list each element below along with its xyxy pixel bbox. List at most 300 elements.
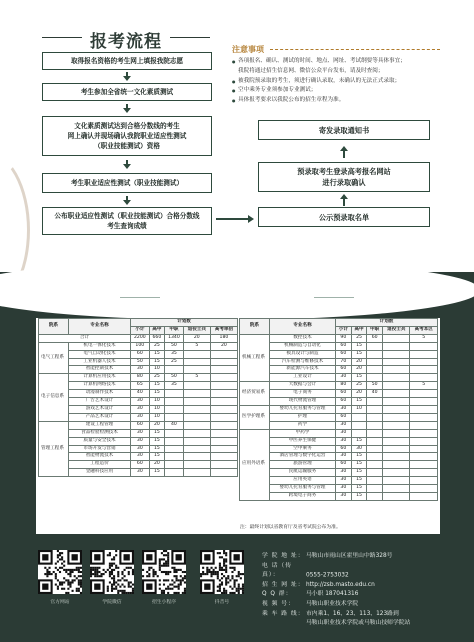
value-cell: 15 bbox=[351, 398, 367, 406]
value-cell bbox=[183, 437, 210, 445]
major-cell: 游戏艺术设计 bbox=[69, 405, 131, 413]
value-cell bbox=[383, 390, 410, 398]
value-cell bbox=[210, 453, 237, 461]
table-row bbox=[39, 382, 238, 390]
value-cell: 15 bbox=[351, 437, 367, 445]
value-cell: 15 bbox=[351, 350, 367, 358]
total-cell: 180 bbox=[210, 334, 237, 342]
right-step-publish bbox=[258, 207, 430, 227]
flow-step-5-line1: 公布职业适应性测试（职业技能测试）合格分数线 bbox=[54, 212, 200, 220]
arrow-down-icon bbox=[122, 160, 132, 169]
value-cell bbox=[367, 413, 383, 421]
value-cell bbox=[367, 342, 383, 350]
value-cell bbox=[383, 429, 410, 437]
value-cell bbox=[383, 366, 410, 374]
value-cell bbox=[383, 453, 410, 461]
value-cell: 60 bbox=[336, 350, 352, 358]
value-cell bbox=[383, 358, 410, 366]
value-cell bbox=[351, 421, 367, 429]
col-header: 专业名称 bbox=[69, 319, 131, 335]
value-cell bbox=[210, 390, 237, 398]
total-cell: 1340 bbox=[165, 334, 184, 342]
major-cell: 旅游管理 bbox=[270, 461, 336, 469]
value-cell bbox=[367, 429, 383, 437]
table-row bbox=[240, 413, 438, 421]
total-label: 合计 bbox=[39, 334, 131, 342]
note-item: ● 被我院预录取的考生，须进行确认录取，未确认的无法正式录取； bbox=[232, 77, 457, 87]
value-cell: 30 bbox=[336, 485, 352, 493]
value-cell: 60 bbox=[336, 390, 352, 398]
flow-step-2-text: 考生参加全省统一文化素质测试 bbox=[80, 88, 174, 96]
table-row bbox=[240, 398, 438, 406]
table-row bbox=[39, 421, 238, 429]
arrow-down-icon bbox=[122, 196, 132, 205]
value-cell: 15 bbox=[149, 382, 164, 390]
major-cell: 计算机应用技术 bbox=[69, 374, 131, 382]
value-cell bbox=[183, 398, 210, 406]
value-cell: 15 bbox=[149, 350, 164, 358]
major-cell: 工业机器人技术 bbox=[69, 358, 131, 366]
table-row bbox=[240, 469, 438, 477]
value-cell bbox=[367, 421, 383, 429]
bus-value: 市内乘1、16、23、113、123路到 bbox=[306, 610, 399, 617]
value-cell bbox=[410, 453, 438, 461]
major-cell: 产品艺术设计 bbox=[69, 413, 131, 421]
value-cell bbox=[165, 453, 184, 461]
value-cell: 30 bbox=[336, 421, 352, 429]
value-cell: 30 bbox=[131, 413, 150, 421]
value-cell bbox=[410, 390, 438, 398]
value-cell: 30 bbox=[131, 405, 150, 413]
col-header: 中职 bbox=[367, 326, 383, 334]
value-cell: 60 bbox=[336, 366, 352, 374]
value-cell bbox=[383, 421, 410, 429]
value-cell: 30 bbox=[131, 445, 150, 453]
note-item: ● 各项报名、确认、测试的时间、地点、网址、考试纲要等具体事宜； bbox=[232, 57, 457, 67]
value-cell bbox=[383, 413, 410, 421]
qr-code-website[interactable] bbox=[38, 550, 82, 594]
value-cell bbox=[165, 405, 184, 413]
flow-step-5-line2: 考生查询成绩 bbox=[107, 222, 147, 230]
plan-table-right bbox=[239, 318, 438, 501]
major-cell: 广告艺术设计 bbox=[69, 398, 131, 406]
table-row bbox=[240, 453, 438, 461]
table-row bbox=[39, 437, 238, 445]
value-cell bbox=[410, 492, 438, 500]
table-row bbox=[39, 461, 238, 469]
flow-step-2 bbox=[42, 83, 212, 101]
major-cell: 跨境电子商务 bbox=[270, 492, 336, 500]
plan-footnote: 注：最终计划以省教育厅及省考试院公布为准。 bbox=[240, 525, 341, 530]
value-cell bbox=[351, 413, 367, 421]
arrow-down-icon bbox=[122, 104, 132, 113]
value-cell bbox=[183, 453, 210, 461]
table-row bbox=[39, 366, 238, 374]
value-cell: 30 bbox=[336, 469, 352, 477]
table-row bbox=[39, 390, 238, 398]
value-cell: 15 bbox=[149, 453, 164, 461]
value-cell: 50 bbox=[165, 342, 184, 350]
value-cell bbox=[210, 445, 237, 453]
major-cell: 机械制造与自动化 bbox=[270, 342, 336, 350]
value-cell bbox=[165, 390, 184, 398]
video-row bbox=[262, 600, 467, 610]
table-row bbox=[39, 374, 238, 382]
phone-label: 电 话（传真）： bbox=[262, 562, 293, 579]
value-cell: 35 bbox=[165, 382, 184, 390]
table-row bbox=[240, 390, 438, 398]
value-cell bbox=[367, 445, 383, 453]
major-cell: 中医养生保健 bbox=[270, 437, 336, 445]
major-cell: 药学 bbox=[270, 421, 336, 429]
value-cell: 40 bbox=[165, 421, 184, 429]
value-cell bbox=[183, 413, 210, 421]
dept-cell: 机械工程系 bbox=[240, 334, 270, 381]
major-cell: 动漫制作技术 bbox=[69, 390, 131, 398]
value-cell bbox=[367, 374, 383, 382]
major-cell: 酒店管理与数字化运营 bbox=[270, 453, 336, 461]
value-cell bbox=[165, 437, 184, 445]
value-cell bbox=[367, 453, 383, 461]
value-cell: 30 bbox=[131, 398, 150, 406]
bus-row-2: 马鞍山职业技术学院或马鞍山技师学院站 bbox=[306, 620, 411, 627]
major-cell: 建设工程管理 bbox=[69, 421, 131, 429]
value-cell bbox=[210, 366, 237, 374]
site-row bbox=[262, 581, 467, 591]
value-cell bbox=[383, 334, 410, 342]
value-cell bbox=[183, 350, 210, 358]
site-link[interactable]: http://zsb.masto.edu.cn bbox=[306, 581, 375, 588]
value-cell: 5 bbox=[410, 382, 438, 390]
value-cell bbox=[410, 398, 438, 406]
note-item: ● 空中乘务专业须参加专业测试； bbox=[232, 86, 457, 96]
qr-caption: 学院微信 bbox=[102, 600, 122, 605]
table-row bbox=[240, 334, 438, 342]
major-cell: 市场开发与营销 bbox=[69, 445, 131, 453]
col-header: 小计 bbox=[131, 326, 150, 334]
value-cell: 10 bbox=[149, 366, 164, 374]
value-cell: 15 bbox=[351, 485, 367, 493]
qr-caption: 招生小程序 bbox=[152, 600, 176, 605]
value-cell: 15 bbox=[351, 477, 367, 485]
col-header: 院系 bbox=[240, 319, 270, 335]
value-cell: 25 bbox=[165, 358, 184, 366]
value-cell bbox=[367, 437, 383, 445]
major-cell: 数控技术 bbox=[270, 334, 336, 342]
qr-caption: 官方网站 bbox=[50, 600, 70, 605]
value-cell: 20 bbox=[149, 421, 164, 429]
value-cell bbox=[210, 469, 237, 477]
qr-caption: 抖音号 bbox=[214, 600, 230, 605]
value-cell: 30 bbox=[131, 429, 150, 437]
qq-label: Q Q 群： bbox=[262, 591, 293, 598]
value-cell bbox=[165, 413, 184, 421]
bus-row bbox=[262, 610, 467, 620]
dept-cell: 医学护理系 bbox=[240, 405, 270, 429]
value-cell: 15 bbox=[149, 445, 164, 453]
value-cell: 30 bbox=[336, 437, 352, 445]
value-cell bbox=[383, 492, 410, 500]
value-cell bbox=[410, 477, 438, 485]
bus-label: 乘 车 路 线： bbox=[262, 610, 305, 617]
value-cell bbox=[183, 469, 210, 477]
major-cell: 金融科技应用 bbox=[69, 469, 131, 477]
value-cell bbox=[210, 350, 237, 358]
value-cell: 15 bbox=[149, 390, 164, 398]
value-cell: 40 bbox=[131, 390, 150, 398]
value-cell: 60 bbox=[131, 350, 150, 358]
major-cell: 工程造价 bbox=[69, 461, 131, 469]
col-header: 计划数 bbox=[131, 319, 238, 327]
value-cell: 60 bbox=[336, 413, 352, 421]
value-cell bbox=[165, 461, 184, 469]
value-cell bbox=[165, 429, 184, 437]
value-cell: 10 bbox=[149, 413, 164, 421]
qr-icon bbox=[38, 550, 82, 594]
table-row bbox=[240, 477, 438, 485]
major-cell: 质量与安全技术 bbox=[69, 437, 131, 445]
total-cell: 2200 bbox=[131, 334, 150, 342]
table-row bbox=[39, 453, 238, 461]
value-cell bbox=[383, 477, 410, 485]
value-cell: 30 bbox=[336, 429, 352, 437]
table-row bbox=[240, 421, 438, 429]
dept-cell: 管理工程系 bbox=[39, 421, 69, 476]
table-row bbox=[240, 485, 438, 493]
flow-step-3 bbox=[42, 116, 212, 156]
table-row bbox=[39, 350, 238, 358]
value-cell bbox=[210, 398, 237, 406]
value-cell bbox=[183, 445, 210, 453]
major-cell: 智能物流技术 bbox=[69, 453, 131, 461]
value-cell: 15 bbox=[351, 492, 367, 500]
value-cell: 65 bbox=[131, 382, 150, 390]
value-cell: 5 bbox=[183, 374, 210, 382]
value-cell: 30 bbox=[336, 405, 352, 413]
major-cell: 现代物流管理 bbox=[270, 398, 336, 406]
dept-cell: 电气工程系 bbox=[39, 342, 69, 374]
value-cell: 30 bbox=[131, 469, 150, 477]
major-cell: 汽车检测与维修技术 bbox=[270, 358, 336, 366]
table-row bbox=[240, 366, 438, 374]
qr-code-douyin[interactable] bbox=[200, 550, 244, 594]
value-cell bbox=[165, 445, 184, 453]
total-row bbox=[39, 334, 238, 342]
value-cell bbox=[410, 374, 438, 382]
value-cell: 20 bbox=[149, 461, 164, 469]
video-value: 马鞍山职业技术学院 bbox=[306, 600, 359, 607]
arrow-up-icon bbox=[339, 194, 349, 206]
value-cell bbox=[210, 429, 237, 437]
major-cell: 模具设计与制造 bbox=[270, 350, 336, 358]
flow-step-3-line1: 文化素质测试达到合格分数线的考生 bbox=[74, 122, 180, 130]
value-cell bbox=[383, 350, 410, 358]
value-cell bbox=[183, 390, 210, 398]
major-cell: 婴幼儿托育服务与管理 bbox=[270, 405, 336, 413]
value-cell bbox=[410, 405, 438, 413]
value-cell bbox=[367, 469, 383, 477]
table-row bbox=[39, 413, 238, 421]
right-step-confirm-line2: 进行录取确认 bbox=[322, 178, 366, 187]
notes-title: 注意事项 bbox=[232, 45, 264, 54]
table-row bbox=[240, 342, 438, 350]
major-cell: 民航运输服务 bbox=[270, 469, 336, 477]
table-row bbox=[240, 461, 438, 469]
major-cell: 工业设计 bbox=[270, 374, 336, 382]
phone-row bbox=[262, 562, 467, 581]
value-cell: 60 bbox=[131, 421, 150, 429]
major-cell: 应用英语 bbox=[270, 477, 336, 485]
value-cell: 25 bbox=[149, 342, 164, 350]
table-row bbox=[240, 358, 438, 366]
major-cell: 护理 bbox=[270, 413, 336, 421]
value-cell: 60 bbox=[367, 334, 383, 342]
value-cell bbox=[183, 421, 210, 429]
major-cell: 空中乘务 bbox=[270, 445, 336, 453]
qq-value: 马小职 187041316 bbox=[306, 591, 359, 598]
value-cell bbox=[383, 398, 410, 406]
col-header: 中职 bbox=[165, 326, 184, 334]
flow-step-1-text: 取得报名资格的考生网上填报我院志愿 bbox=[70, 57, 184, 65]
col-header: 退役士兵 bbox=[383, 326, 410, 334]
value-cell: 30 bbox=[131, 437, 150, 445]
value-cell: 80 bbox=[131, 374, 150, 382]
plan-title: 招生专业计划 bbox=[182, 291, 291, 310]
col-header: 计划数 bbox=[336, 319, 438, 327]
value-cell bbox=[367, 477, 383, 485]
col-header: 退役士兵 bbox=[183, 326, 210, 334]
value-cell bbox=[210, 358, 237, 366]
value-cell bbox=[410, 437, 438, 445]
value-cell bbox=[410, 358, 438, 366]
value-cell bbox=[183, 382, 210, 390]
value-cell bbox=[210, 421, 237, 429]
major-cell: 婴幼儿托育服务与管理 bbox=[270, 485, 336, 493]
notes-list bbox=[232, 57, 457, 106]
flow-step-4 bbox=[42, 173, 212, 193]
arrow-down-icon bbox=[122, 72, 132, 81]
table-row bbox=[240, 492, 438, 500]
value-cell bbox=[367, 405, 383, 413]
value-cell bbox=[367, 350, 383, 358]
value-cell: 30 bbox=[351, 445, 367, 453]
qq-row bbox=[262, 590, 467, 600]
table-row bbox=[39, 342, 238, 350]
value-cell: 15 bbox=[351, 453, 367, 461]
value-cell bbox=[383, 405, 410, 413]
total-cell: 660 bbox=[149, 334, 164, 342]
major-cell: 电气自动化技术 bbox=[69, 350, 131, 358]
value-cell: 60 bbox=[336, 461, 352, 469]
value-cell: 15 bbox=[149, 358, 164, 366]
value-cell bbox=[367, 366, 383, 374]
qr-icon bbox=[200, 550, 244, 594]
table-row bbox=[240, 405, 438, 413]
table-row bbox=[240, 437, 438, 445]
value-cell: 40 bbox=[367, 390, 383, 398]
major-cell: 机电一体化技术 bbox=[69, 342, 131, 350]
col-header: 小计 bbox=[336, 326, 352, 334]
value-cell bbox=[165, 398, 184, 406]
dept-cell: 电子信息系 bbox=[39, 374, 69, 421]
table-row bbox=[39, 358, 238, 366]
value-cell bbox=[351, 429, 367, 437]
address-value: 马鞍山市雨山区霍里山中路328号 bbox=[306, 553, 393, 559]
major-cell: 大数据与会计 bbox=[270, 382, 336, 390]
flow-step-3-line2: 网上确认并现场确认我院职业适应性测试 bbox=[67, 132, 187, 140]
value-cell bbox=[210, 374, 237, 382]
col-header: 高中 bbox=[149, 326, 164, 334]
table-row bbox=[240, 350, 438, 358]
col-header: 高中 bbox=[351, 326, 367, 334]
right-step-letter-text: 寄发录取通知书 bbox=[318, 125, 370, 135]
value-cell: 60 bbox=[336, 445, 352, 453]
flow-step-5 bbox=[42, 207, 212, 235]
value-cell bbox=[210, 461, 237, 469]
total-cell: 20 bbox=[183, 334, 210, 342]
value-cell bbox=[383, 469, 410, 477]
value-cell: 30 bbox=[131, 453, 150, 461]
qr-code-miniprogram[interactable] bbox=[142, 550, 186, 594]
flow-step-3-line3: （职业技能测试）资格 bbox=[94, 142, 160, 150]
value-cell: 30 bbox=[336, 477, 352, 485]
value-cell bbox=[183, 429, 210, 437]
value-cell: 30 bbox=[336, 492, 352, 500]
plan-tables bbox=[36, 318, 440, 534]
value-cell bbox=[210, 437, 237, 445]
table-row bbox=[240, 445, 438, 453]
value-cell: 10 bbox=[149, 398, 164, 406]
value-cell: 30 bbox=[131, 366, 150, 374]
title-rule-right bbox=[170, 37, 210, 38]
value-cell: 10 bbox=[351, 405, 367, 413]
value-cell: 15 bbox=[351, 342, 367, 350]
value-cell: 15 bbox=[351, 469, 367, 477]
value-cell bbox=[410, 421, 438, 429]
value-cell: 20 bbox=[351, 390, 367, 398]
dept-cell: 应用外语系 bbox=[240, 429, 270, 500]
address-row bbox=[262, 552, 467, 562]
value-cell: 60 bbox=[336, 398, 352, 406]
major-cell: 智能控制技术 bbox=[69, 366, 131, 374]
major-cell: 电子商务 bbox=[270, 390, 336, 398]
col-header: 专业名称 bbox=[270, 319, 336, 335]
value-cell bbox=[410, 461, 438, 469]
value-cell: 15 bbox=[351, 374, 367, 382]
video-label: 视 频 号： bbox=[262, 600, 295, 607]
value-cell: 70 bbox=[336, 358, 352, 366]
value-cell: 100 bbox=[131, 342, 150, 350]
value-cell: 15 bbox=[149, 437, 164, 445]
value-cell: 20 bbox=[351, 366, 367, 374]
value-cell: 35 bbox=[165, 350, 184, 358]
site-label: 招 生 网 址： bbox=[262, 581, 305, 588]
value-cell bbox=[367, 398, 383, 406]
value-cell bbox=[410, 350, 438, 358]
plan-rule-right bbox=[314, 297, 354, 298]
table-row bbox=[39, 429, 238, 437]
right-step-letter bbox=[258, 120, 430, 140]
value-cell bbox=[383, 374, 410, 382]
table-row bbox=[240, 382, 438, 390]
flow-step-4-text: 考生职业适应性测试（职业技能测试） bbox=[70, 179, 184, 187]
value-cell bbox=[383, 445, 410, 453]
qr-icon bbox=[90, 550, 134, 594]
flow-title: 报考流程 bbox=[90, 32, 162, 52]
flow-step-1 bbox=[42, 52, 212, 70]
qr-code-wechat[interactable] bbox=[90, 550, 134, 594]
major-cell: 中药学 bbox=[270, 429, 336, 437]
